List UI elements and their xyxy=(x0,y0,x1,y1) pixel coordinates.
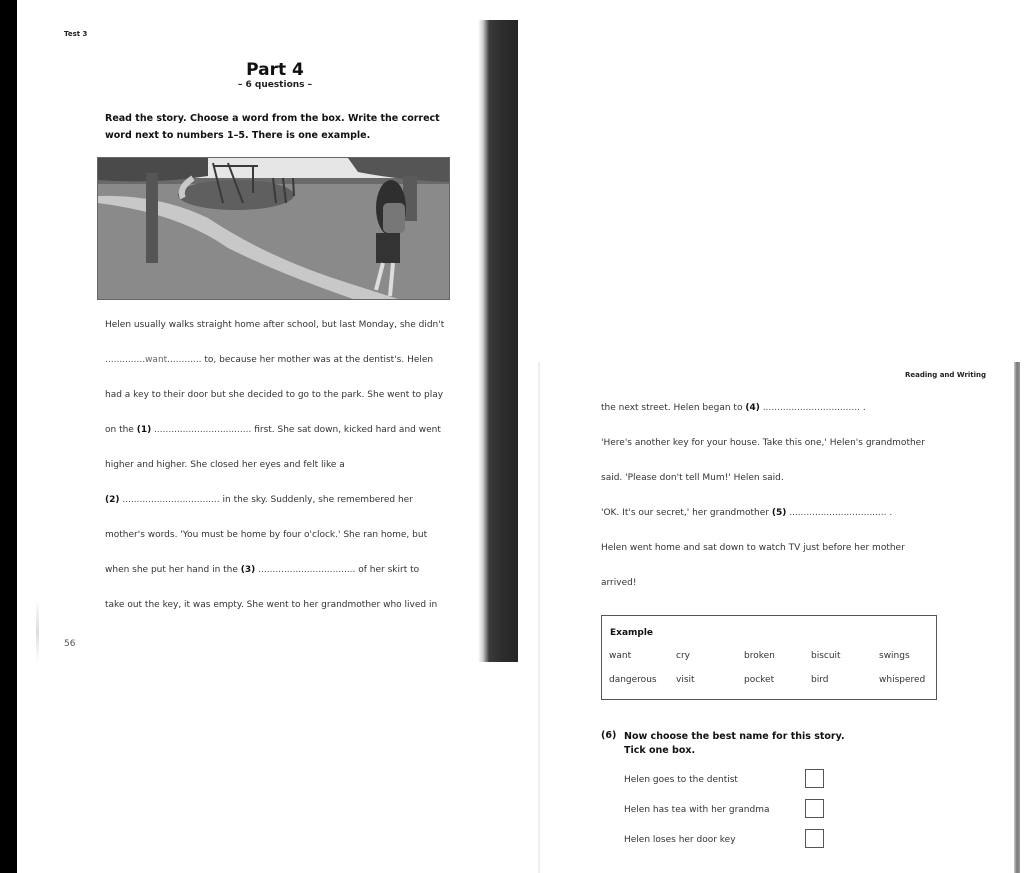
question-6-number: (6) xyxy=(601,730,617,741)
question-number: (4) xyxy=(745,403,760,413)
story-line: 'Here's another key for your house. Take this one,' Helen's grandmother xyxy=(601,438,925,448)
page-number: 56 xyxy=(64,639,76,649)
example-line xyxy=(105,355,433,365)
word-option: whispered xyxy=(879,675,926,685)
question-5-line xyxy=(601,508,892,518)
story-text: 'OK. It's our secret,' her grandmother xyxy=(601,508,772,518)
question-number: (1) xyxy=(136,425,152,435)
story-line: take out the key, it was empty. She went to her grandmother who lived in xyxy=(105,600,438,610)
story-text: of her skirt to xyxy=(358,565,420,575)
park-scene-image xyxy=(98,158,449,299)
scan-border xyxy=(0,0,17,873)
question-6-prompt-line: Now choose the best name for this story. xyxy=(624,731,845,742)
story-line: arrived! xyxy=(601,578,637,588)
question-6-prompt-line: Tick one box. xyxy=(624,745,696,756)
title-option-label: Helen has tea with her grandma xyxy=(624,805,770,815)
question-3-line xyxy=(105,565,419,575)
word-option: swings xyxy=(879,651,910,661)
story-line: had a key to their door but she decided to go to the park. She went to play xyxy=(105,390,444,400)
title-option-label: Helen loses her door key xyxy=(624,835,736,845)
example-blank: .............. xyxy=(105,355,146,365)
question-1-line xyxy=(105,425,441,435)
right-page-edge xyxy=(1014,362,1020,873)
word-box xyxy=(601,615,937,700)
story-text: the next street. Helen began to xyxy=(601,403,746,413)
word-box-example-label: Example xyxy=(610,628,654,638)
word-option: biscuit xyxy=(811,651,841,661)
left-page xyxy=(17,0,487,662)
question-number: (5) xyxy=(771,508,787,518)
page-title: Part 4 xyxy=(246,60,304,80)
story-line: Helen went home and sat down to watch TV just before her mother xyxy=(601,543,905,553)
word-option: want xyxy=(609,651,632,661)
title-option-label: Helen goes to the dentist xyxy=(624,775,738,785)
instructions: Read the story. Choose a word from the box. Write the correct word next to numbers 1–5. There is one example. xyxy=(105,113,440,141)
example-answer: want xyxy=(145,355,168,365)
section-header: Reading and Writing xyxy=(905,371,987,379)
word-option: bird xyxy=(811,675,829,685)
story-line: said. 'Please don't tell Mum!' Helen said. xyxy=(601,473,784,483)
tick-box-option-1[interactable] xyxy=(805,769,824,788)
example-blank: ............ xyxy=(167,355,202,365)
answer-blank-5[interactable]: .................................. . xyxy=(786,508,893,518)
question-number: (2) xyxy=(105,495,120,505)
story-text: first. She sat down, kicked hard and went xyxy=(254,425,441,435)
story-text: to, because her mother was at the dentist's. Helen xyxy=(201,355,434,365)
word-option: broken xyxy=(744,651,775,661)
test-label: Test 3 xyxy=(64,30,88,38)
answer-blank-1[interactable]: .................................. xyxy=(151,425,255,435)
answer-blank-2[interactable]: .................................. xyxy=(119,495,223,505)
word-option: pocket xyxy=(744,675,775,685)
tick-box-option-2[interactable] xyxy=(805,799,824,818)
question-2-line xyxy=(105,495,413,505)
question-number: (3) xyxy=(240,565,256,575)
story-text: when she put her hand in the xyxy=(105,565,241,575)
book-spine xyxy=(478,20,518,662)
story-line: mother's words. 'You must be home by four o'clock.' She ran home, but xyxy=(105,530,428,540)
story-line: Helen usually walks straight home after school, but last Monday, she didn't xyxy=(105,320,445,330)
page-subtitle: – 6 questions – xyxy=(237,80,313,90)
answer-blank-4[interactable]: .................................. . xyxy=(759,403,866,413)
question-6-prompt xyxy=(624,730,864,758)
park-illustration xyxy=(97,157,450,300)
word-option: visit xyxy=(676,675,695,685)
story-line: higher and higher. She closed her eyes and felt like a xyxy=(105,460,345,470)
question-4-line xyxy=(601,403,866,413)
answer-blank-3[interactable]: .................................. xyxy=(255,565,359,575)
page-edge-shadow xyxy=(36,600,39,662)
word-option: cry xyxy=(676,651,690,661)
word-option: dangerous xyxy=(609,675,657,685)
story-text: in the sky. Suddenly, she remembered her xyxy=(222,495,413,505)
tick-box-option-3[interactable] xyxy=(805,829,824,848)
story-text: on the xyxy=(105,425,137,435)
